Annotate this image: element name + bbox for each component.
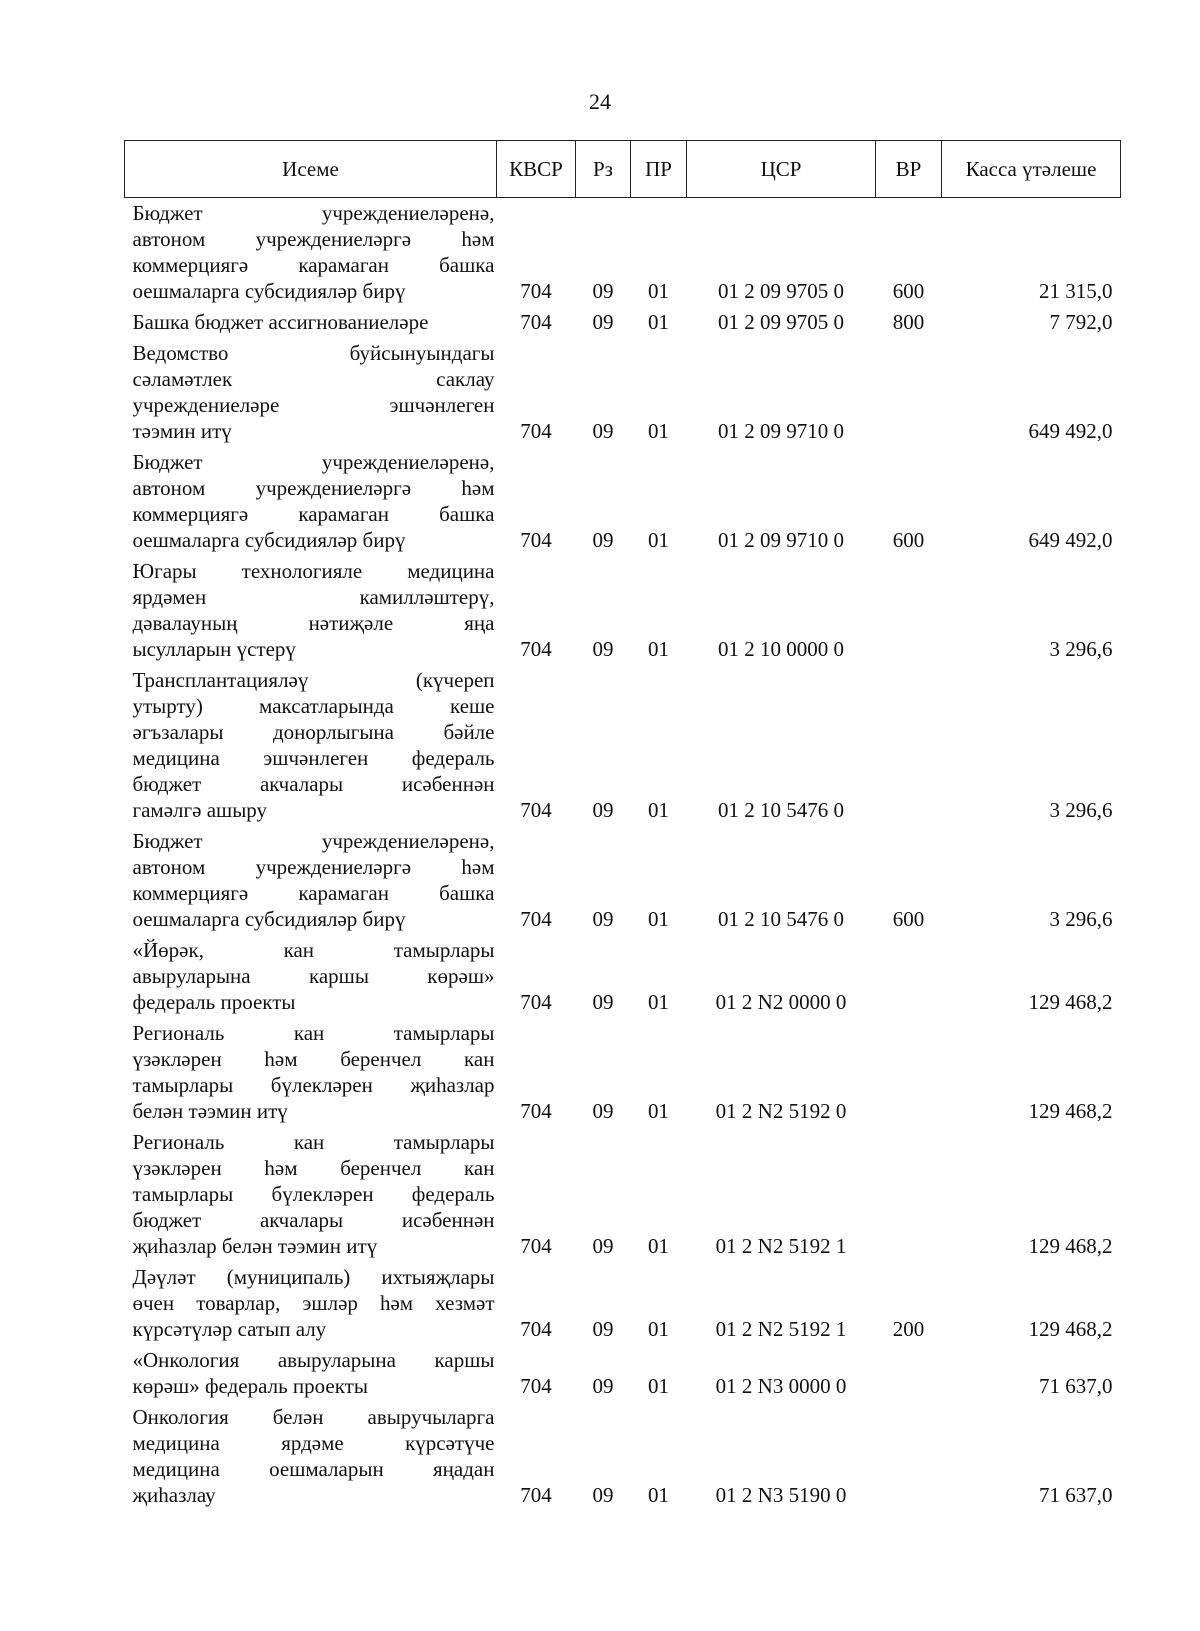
row-csr: 01 2 N2 5192 1 bbox=[715, 1317, 847, 1341]
row-name-line: оешмаларга субсидияләр бирү bbox=[132, 279, 406, 303]
row-rz: 09 bbox=[592, 1374, 614, 1398]
row-kvsr: 704 bbox=[520, 1483, 552, 1507]
row-vr bbox=[876, 1126, 942, 1261]
row-csr: 01 2 10 5476 0 bbox=[718, 798, 844, 822]
row-name-line: Бюджет учреждениеләренә, bbox=[132, 450, 495, 474]
row-name bbox=[125, 198, 497, 307]
row-name-line: ярдәмен камилләштерү, bbox=[132, 585, 495, 609]
row-name-line: Бюджет учреждениеләренә, bbox=[132, 829, 495, 853]
row-name-line: автоном учреждениеләргә һәм bbox=[132, 476, 495, 500]
row-kassa: 649 492,0 bbox=[1028, 528, 1113, 552]
row-name-line: бюджет акчалары исәбеннән bbox=[132, 772, 495, 796]
row-rz: 09 bbox=[592, 637, 614, 661]
row-vr bbox=[876, 1401, 942, 1510]
table-row bbox=[125, 934, 1121, 1017]
row-csr: 01 2 N2 0000 0 bbox=[715, 990, 847, 1014]
row-csr: 01 2 N2 5192 1 bbox=[715, 1234, 847, 1258]
row-name-line: коммерциягә карамаган башка bbox=[132, 881, 495, 905]
row-name-line: Региональ кан тамырлары bbox=[132, 1130, 495, 1154]
row-name-line: сәламәтлек саклау bbox=[132, 367, 495, 391]
row-name-line: «Онкология авыруларына каршы bbox=[132, 1348, 495, 1372]
row-name-line: үзәкләрен һәм беренчел кан bbox=[132, 1156, 495, 1180]
row-name-line: коммерциягә карамаган башка bbox=[132, 502, 495, 526]
row-name-line: авыруларына каршы көрәш» bbox=[132, 964, 495, 988]
row-kvsr: 704 bbox=[520, 798, 552, 822]
row-name bbox=[125, 1261, 497, 1344]
row-kassa: 129 468,2 bbox=[1028, 1317, 1113, 1341]
row-kvsr: 704 bbox=[520, 1099, 552, 1123]
row-rz: 09 bbox=[592, 798, 614, 822]
table-row bbox=[125, 306, 1121, 337]
row-name-line: автоном учреждениеләргә һәм bbox=[132, 227, 495, 251]
row-name-line: җиһазлар белән тәэмин итү bbox=[132, 1234, 378, 1258]
row-name-line: федераль проекты bbox=[132, 990, 296, 1014]
row-vr: 800 bbox=[892, 310, 925, 334]
row-name bbox=[125, 1126, 497, 1261]
row-pr: 01 bbox=[648, 798, 669, 822]
row-name-line: медицина ярдәме күрсәтүче bbox=[132, 1431, 495, 1455]
row-name-line: дәвалауның нәтиҗәле яңа bbox=[132, 611, 495, 635]
row-kassa: 3 296,6 bbox=[1049, 798, 1113, 822]
row-kassa: 129 468,2 bbox=[1028, 990, 1113, 1014]
row-name-line: әгъзалары донорлыгына бәйле bbox=[132, 720, 495, 744]
row-csr: 01 2 10 0000 0 bbox=[718, 637, 844, 661]
row-pr: 01 bbox=[648, 1234, 669, 1258]
row-name-line: бюджет акчалары исәбеннән bbox=[132, 1208, 495, 1232]
row-kvsr: 704 bbox=[520, 1317, 552, 1341]
row-name-line: оешмаларга субсидияләр бирү bbox=[132, 528, 406, 552]
row-pr: 01 bbox=[648, 1317, 669, 1341]
row-name-line: медицина эшчәнлеген федераль bbox=[132, 746, 495, 770]
row-kvsr: 704 bbox=[520, 419, 552, 443]
header-row bbox=[125, 141, 1121, 198]
row-vr: 600 bbox=[892, 279, 925, 303]
header-name: Исеме bbox=[125, 141, 497, 198]
row-pr: 01 bbox=[648, 279, 669, 303]
row-kvsr: 704 bbox=[520, 1234, 552, 1258]
table-header bbox=[125, 141, 1121, 198]
row-name-line: көрәш» федераль проекты bbox=[132, 1374, 368, 1398]
row-csr: 01 2 09 9710 0 bbox=[718, 528, 844, 552]
table-body bbox=[125, 198, 1121, 1511]
row-rz: 09 bbox=[592, 528, 614, 552]
header-kvsr: КВСР bbox=[497, 141, 576, 198]
row-rz: 09 bbox=[592, 1234, 614, 1258]
row-name-line: тәэмин итү bbox=[132, 419, 232, 443]
row-kvsr: 704 bbox=[520, 310, 552, 334]
row-kvsr: 704 bbox=[520, 907, 552, 931]
row-kassa: 129 468,2 bbox=[1028, 1099, 1113, 1123]
header-csr: ЦСР bbox=[687, 141, 876, 198]
row-rz: 09 bbox=[592, 419, 614, 443]
row-name-line: учреждениеләре эшчәнлеген bbox=[132, 393, 495, 417]
row-pr: 01 bbox=[648, 1374, 669, 1398]
header-kassa: Касса үтәлеше bbox=[942, 141, 1121, 198]
table-row bbox=[125, 1261, 1121, 1344]
table-row bbox=[125, 1017, 1121, 1126]
header-pr: ПР bbox=[631, 141, 687, 198]
row-kvsr: 704 bbox=[520, 990, 552, 1014]
table-row bbox=[125, 446, 1121, 555]
table-row bbox=[125, 664, 1121, 825]
row-csr: 01 2 N2 5192 0 bbox=[715, 1099, 847, 1123]
row-kassa: 3 296,6 bbox=[1049, 637, 1113, 661]
row-rz: 09 bbox=[592, 1317, 614, 1341]
row-kassa: 129 468,2 bbox=[1028, 1234, 1113, 1258]
row-name bbox=[125, 446, 497, 555]
row-name-line: Башка бюджет ассигнованиеләре bbox=[132, 310, 429, 334]
row-name bbox=[125, 337, 497, 446]
row-name-line: ысулларын үстерү bbox=[132, 637, 296, 661]
header-vr: ВР bbox=[876, 141, 942, 198]
row-name-line: медицина оешмаларын яңадан bbox=[132, 1457, 495, 1481]
row-name-line: «Йөрәк, кан тамырлары bbox=[132, 938, 495, 962]
row-csr: 01 2 09 9705 0 bbox=[718, 310, 844, 334]
row-kassa: 71 637,0 bbox=[1039, 1483, 1113, 1507]
row-vr: 600 bbox=[892, 528, 925, 552]
table-row bbox=[125, 1401, 1121, 1510]
row-name-line: Трансплантацияләү (күчереп bbox=[132, 668, 495, 692]
row-kassa: 7 792,0 bbox=[1049, 310, 1113, 334]
row-name-line: Бюджет учреждениеләренә, bbox=[132, 201, 495, 225]
table-row bbox=[125, 1126, 1121, 1261]
row-pr: 01 bbox=[648, 310, 669, 334]
budget-table bbox=[124, 140, 1121, 1510]
row-pr: 01 bbox=[648, 907, 669, 931]
row-pr: 01 bbox=[648, 990, 669, 1014]
row-name-line: гамәлгә ашыру bbox=[132, 798, 268, 822]
table-row bbox=[125, 1344, 1121, 1401]
row-name-line: утырту) максатларында кеше bbox=[132, 694, 495, 718]
row-rz: 09 bbox=[592, 990, 614, 1014]
row-kvsr: 704 bbox=[520, 637, 552, 661]
row-csr: 01 2 09 9710 0 bbox=[718, 419, 844, 443]
row-name bbox=[125, 664, 497, 825]
row-name-line: Дәүләт (муниципаль) ихтыяҗлары bbox=[132, 1265, 495, 1289]
row-pr: 01 bbox=[648, 528, 669, 552]
row-name-line: автоном учреждениеләргә һәм bbox=[132, 855, 495, 879]
row-name-line: Югары технологияле медицина bbox=[132, 559, 495, 583]
table-row bbox=[125, 555, 1121, 664]
header-rz: Рз bbox=[576, 141, 631, 198]
row-name bbox=[125, 1344, 497, 1401]
row-csr: 01 2 09 9705 0 bbox=[718, 279, 844, 303]
table-row bbox=[125, 198, 1121, 307]
row-kassa: 3 296,6 bbox=[1049, 907, 1113, 931]
row-name-line: үзәкләрен һәм беренчел кан bbox=[132, 1047, 495, 1071]
row-vr bbox=[876, 934, 942, 1017]
row-csr: 01 2 10 5476 0 bbox=[718, 907, 844, 931]
row-name bbox=[125, 934, 497, 1017]
row-csr: 01 2 N3 0000 0 bbox=[715, 1374, 847, 1398]
row-vr bbox=[876, 337, 942, 446]
row-name-line: тамырлары бүлекләрен федераль bbox=[132, 1182, 495, 1206]
row-name-line: Онкология белән авыручыларга bbox=[132, 1405, 495, 1429]
row-name-line: Региональ кан тамырлары bbox=[132, 1021, 495, 1045]
row-name-line: белән тәэмин итү bbox=[132, 1099, 288, 1123]
row-rz: 09 bbox=[592, 1099, 614, 1123]
row-pr: 01 bbox=[648, 1483, 669, 1507]
row-kassa: 21 315,0 bbox=[1039, 279, 1113, 303]
row-name bbox=[125, 555, 497, 664]
row-kvsr: 704 bbox=[520, 528, 552, 552]
row-vr bbox=[876, 1344, 942, 1401]
row-kassa: 71 637,0 bbox=[1039, 1374, 1113, 1398]
row-name-line: җиһазлау bbox=[132, 1483, 216, 1507]
row-pr: 01 bbox=[648, 1099, 669, 1123]
row-vr bbox=[876, 1017, 942, 1126]
row-name-line: коммерциягә карамаган башка bbox=[132, 253, 495, 277]
page-number: 24 bbox=[589, 89, 611, 114]
row-kvsr: 704 bbox=[520, 279, 552, 303]
row-name-line: оешмаларга субсидияләр бирү bbox=[132, 907, 406, 931]
row-rz: 09 bbox=[592, 1483, 614, 1507]
row-rz: 09 bbox=[592, 907, 614, 931]
row-name-line: өчен товарлар, эшләр һәм хезмәт bbox=[132, 1291, 495, 1315]
row-name bbox=[125, 1017, 497, 1126]
row-vr: 200 bbox=[892, 1317, 925, 1341]
table-row bbox=[125, 337, 1121, 446]
row-csr: 01 2 N3 5190 0 bbox=[715, 1483, 847, 1507]
row-name-line: күрсәтүләр сатып алу bbox=[132, 1317, 327, 1341]
row-name bbox=[125, 306, 497, 337]
row-name bbox=[125, 1401, 497, 1510]
row-kassa: 649 492,0 bbox=[1028, 419, 1113, 443]
row-rz: 09 bbox=[592, 310, 614, 334]
row-vr bbox=[876, 555, 942, 664]
row-name-line: тамырлары бүлекләрен җиһазлар bbox=[132, 1073, 495, 1097]
row-vr bbox=[876, 664, 942, 825]
row-pr: 01 bbox=[648, 637, 669, 661]
row-name bbox=[125, 825, 497, 934]
row-kvsr: 704 bbox=[520, 1374, 552, 1398]
row-pr: 01 bbox=[648, 419, 669, 443]
row-rz: 09 bbox=[592, 279, 614, 303]
row-vr: 600 bbox=[892, 907, 925, 931]
table-row bbox=[125, 825, 1121, 934]
row-name-line: Ведомство буйсынуындагы bbox=[132, 341, 495, 365]
